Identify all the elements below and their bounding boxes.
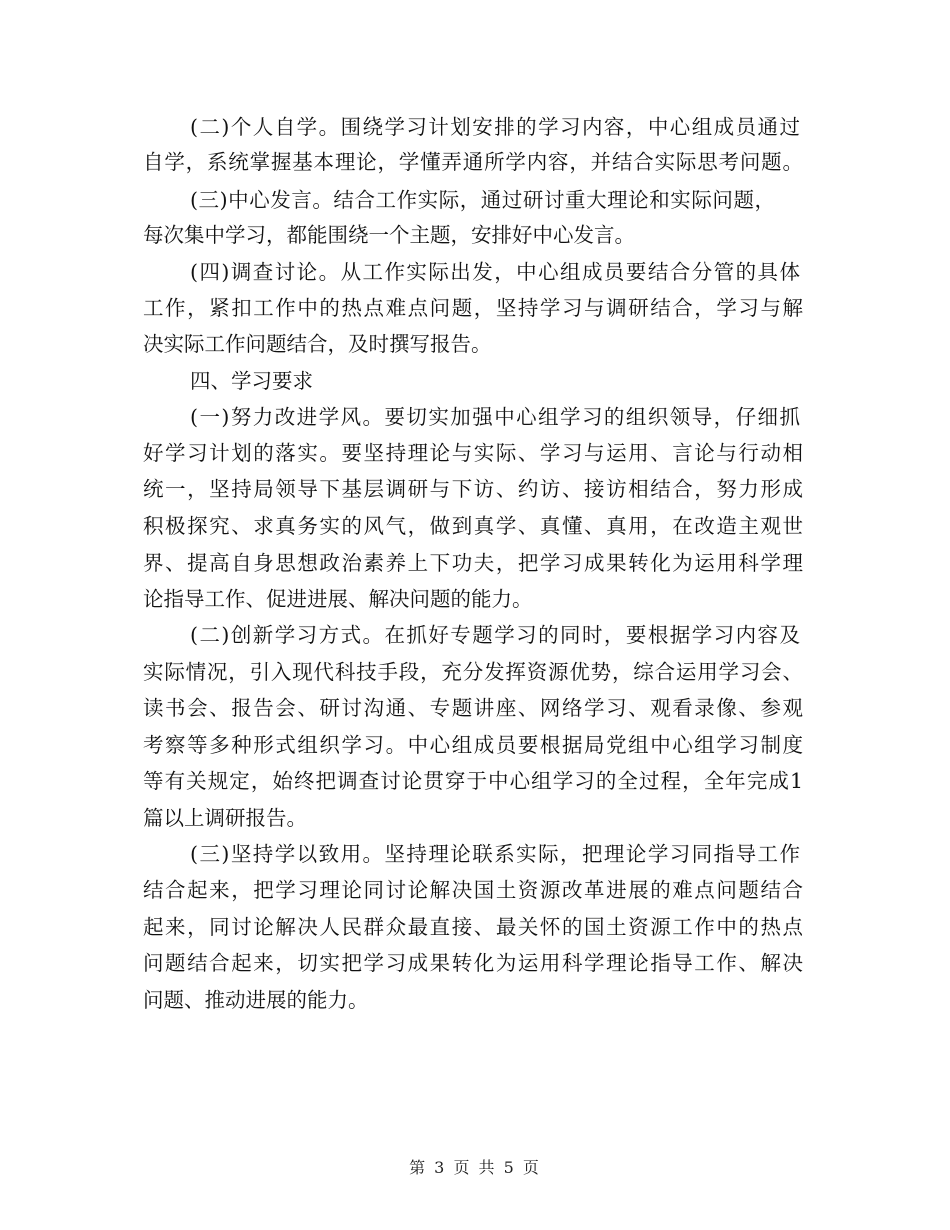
text-line: 好学习计划的落实。要坚持理论与实际、学习与运用、言论与行动相 xyxy=(143,441,803,465)
text-line: 自学，系统掌握基本理论，学懂弄通所学内容，并结合实际思考问题。 xyxy=(143,150,803,174)
text-line: 论指导工作、促进进展、解决问题的能力。 xyxy=(143,587,533,611)
text-line: 每次集中学习，都能围绕一个主题，安排好中心发言。 xyxy=(143,223,635,247)
text-line: 统一，坚持局领导下基层调研与下访、约访、接访相结合，努力形成 xyxy=(143,477,803,501)
text-line: 考察等多种形式组织学习。中心组成员要根据局党组中心组学习制度 xyxy=(143,733,803,757)
text-line: (三)坚持学以致用。坚持理论联系实际，把理论学习同指导工作 xyxy=(190,842,800,866)
text-line: (二)创新学习方式。在抓好专题学习的同时，要根据学习内容及 xyxy=(190,623,800,647)
text-line: (三)中心发言。结合工作实际，通过研讨重大理论和实际问题， xyxy=(190,188,775,212)
text-line: 等有关规定，始终把调查讨论贯穿于中心组学习的全过程，全年完成1 xyxy=(143,769,803,793)
text-line: 实际情况，引入现代科技手段，充分发挥资源优势，综合运用学习会、 xyxy=(143,660,803,684)
text-line: (一)努力改进学风。要切实加强中心组学习的组织领导，仔细抓 xyxy=(190,405,800,429)
section-heading: 四、学习要求 xyxy=(190,369,313,393)
text-line: 读书会、报告会、研讨沟通、专题讲座、网络学习、观看录像、参观 xyxy=(143,696,803,720)
text-line: (四)调查讨论。从工作实际出发，中心组成员要结合分管的具体 xyxy=(190,260,800,284)
text-line: 决实际工作问题结合，及时撰写报告。 xyxy=(143,332,492,356)
text-line: (二)个人自学。围绕学习计划安排的学习内容，中心组成员通过 xyxy=(190,115,800,139)
text-line: 工作，紧扣工作中的热点难点问题，坚持学习与调研结合，学习与解 xyxy=(143,296,803,320)
text-line: 积极探究、求真务实的风气，做到真学、真懂、真用，在改造主观世 xyxy=(143,514,803,538)
text-line: 问题结合起来，切实把学习成果转化为运用科学理论指导工作、解决 xyxy=(143,951,803,975)
text-line: 结合起来，把学习理论同讨论解决国土资源改革进展的难点问题结合 xyxy=(143,878,803,902)
text-line: 问题、推动进展的能力。 xyxy=(143,988,369,1012)
text-line: 界、提高自身思想政治素养上下功夫，把学习成果转化为运用科学理 xyxy=(143,551,803,575)
text-line: 篇以上调研报告。 xyxy=(143,806,307,830)
page-footer: 第 3 页 共 5 页 xyxy=(409,1158,541,1177)
text-line: 起来，同讨论解决人民群众最直接、最关怀的国土资源工作中的热点 xyxy=(143,915,803,939)
